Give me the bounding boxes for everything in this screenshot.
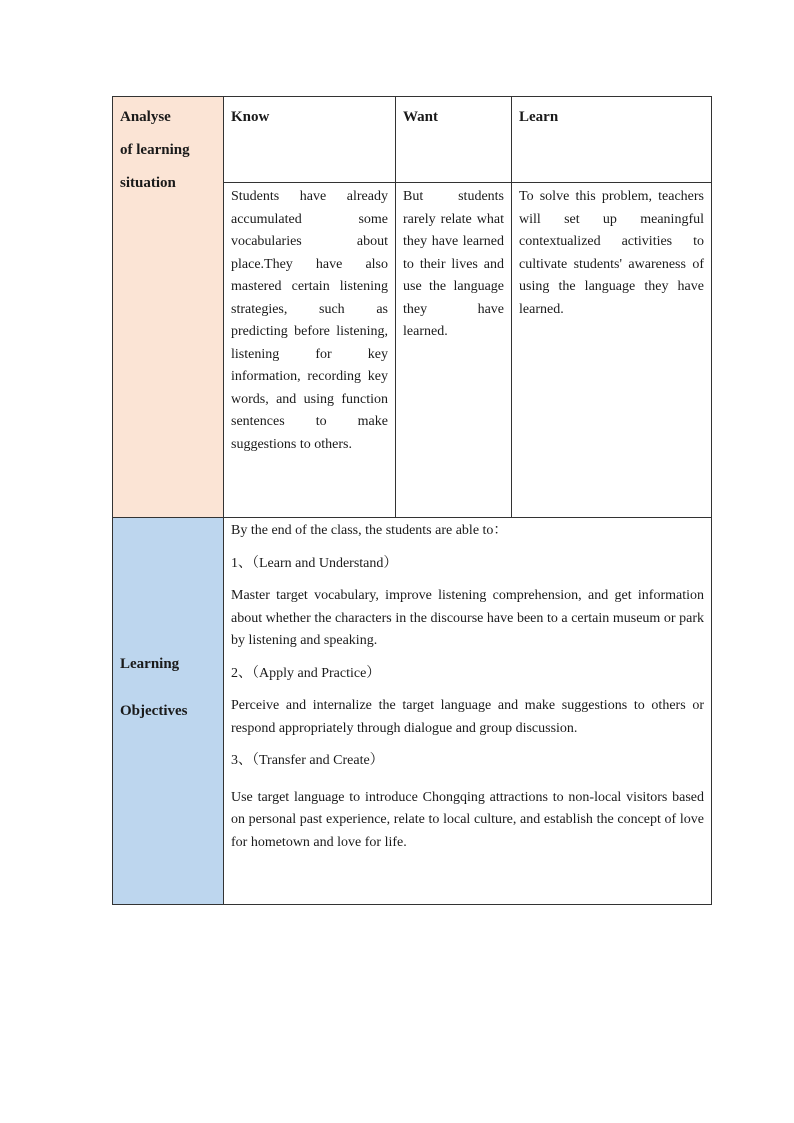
objectives-content-cell xyxy=(224,518,712,905)
objectives-content xyxy=(224,518,711,854)
objectives-row xyxy=(113,518,712,905)
objective-2-text: Perceive and internalize the target language and make suggestions to others or respond appropriately through dialogue and group discussion. xyxy=(231,698,704,736)
learn-header-cell xyxy=(512,97,712,183)
situation-label: Analyse of learning situation xyxy=(120,109,190,191)
want-content-cell xyxy=(396,183,512,518)
know-content-cell xyxy=(224,183,396,518)
objective-3-text: Use target language to introduce Chongqing attractions to non-local visitors based on personal past experience, relate to local culture, and establish the concept of love for hometown and love for life. xyxy=(231,789,704,850)
lesson-plan-table xyxy=(112,96,712,905)
situation-header-row xyxy=(113,97,712,183)
learn-content-cell xyxy=(512,183,712,518)
want-header: Want xyxy=(403,109,439,125)
objective-1-text: Master target vocabulary, improve listening comprehension, and get information about whether the characters in the discourse have been to a certain museum or park by listening and speaking. xyxy=(231,588,704,648)
learn-header: Learn xyxy=(519,109,559,125)
want-text: But students rarely relate what they have learned to their lives and use the language they have learned. xyxy=(403,189,504,339)
learn-text: To solve this problem, teachers will set up meaningful contextualized activities to cultivate students' awareness of using the language they have learned. xyxy=(519,189,704,317)
know-text: Students have already accumulated some vocabularies about place.They have also mastered certain listening strategies, such as predicting before listening, listening for key information, recording key words, and using function sentences to make suggestions to others. xyxy=(231,189,388,452)
know-header-cell xyxy=(224,97,396,183)
objective-2-heading: 2、（Apply and Practice） xyxy=(231,665,381,681)
know-header: Know xyxy=(231,109,270,125)
objectives-label-cell xyxy=(113,518,224,905)
objectives-intro: By the end of the class, the students are able to： xyxy=(231,523,508,538)
objective-1-heading: 1、（Learn and Understand） xyxy=(231,555,398,571)
objectives-label: Learning Objectives xyxy=(120,656,188,719)
objective-3-heading: 3、（Transfer and Create） xyxy=(231,753,384,768)
situation-label-cell xyxy=(113,97,224,518)
want-header-cell xyxy=(396,97,512,183)
